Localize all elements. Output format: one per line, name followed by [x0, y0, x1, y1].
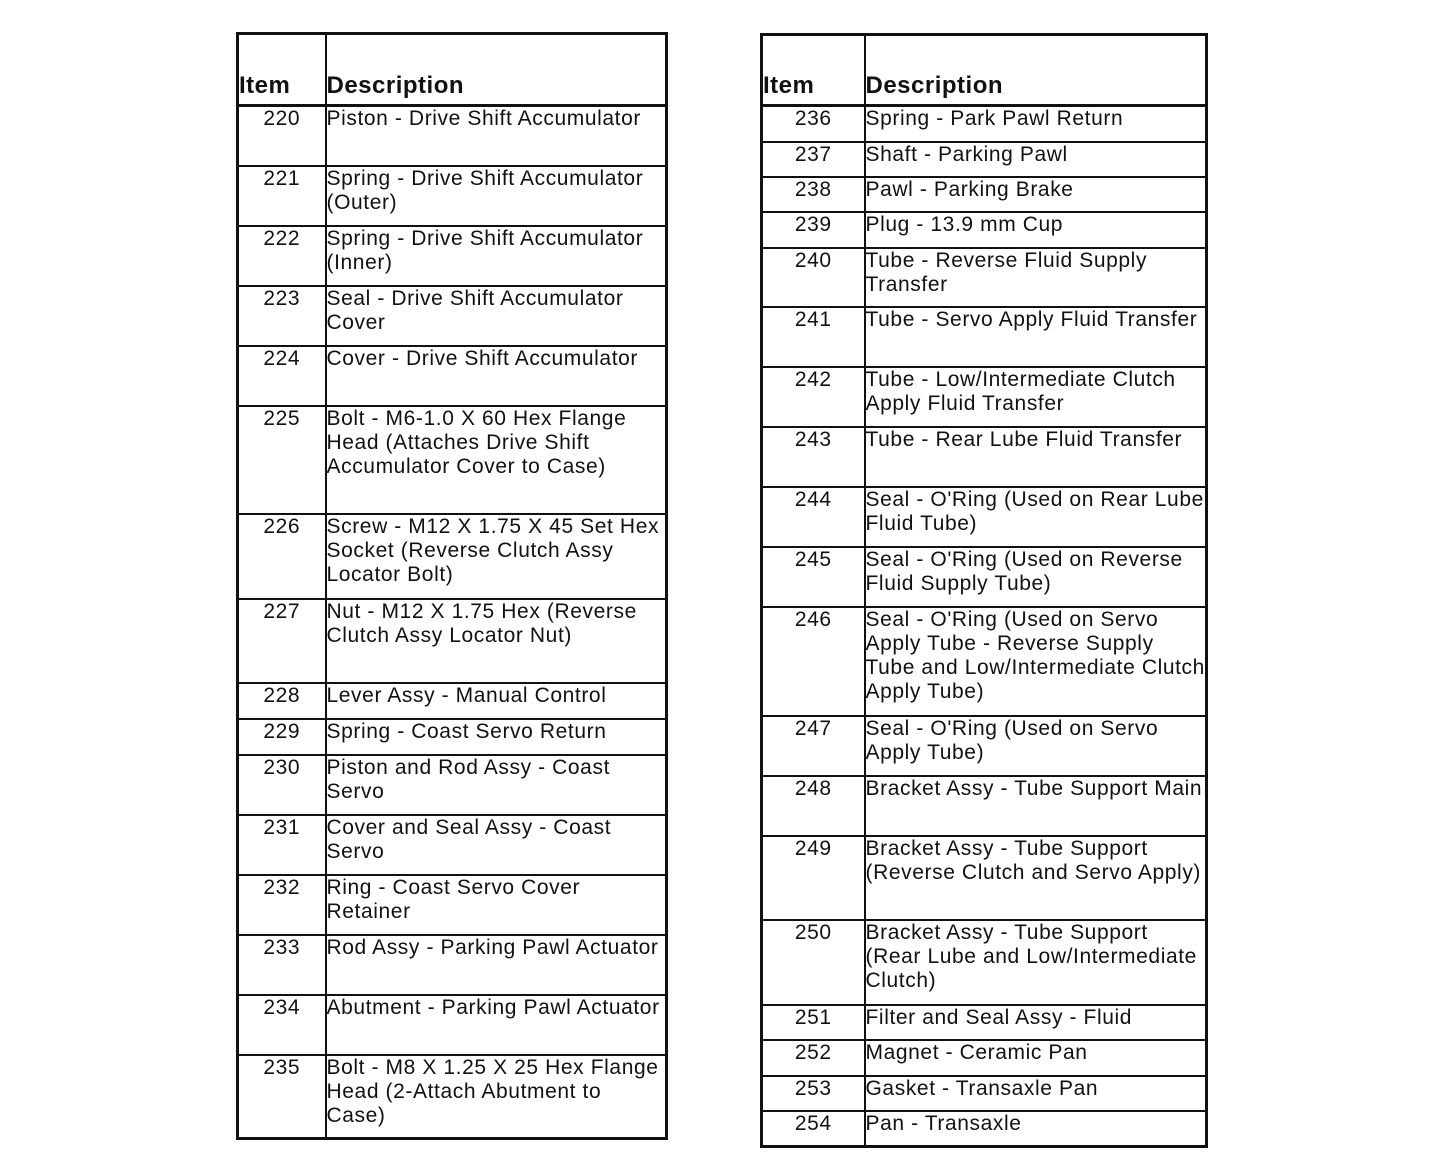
item-description: Nut - M12 X 1.75 Hex (Reverse Clutch Assy Locator Nut) [326, 599, 667, 683]
item-number: 221 [238, 166, 326, 226]
item-number: 222 [238, 226, 326, 286]
item-description: Tube - Reverse Fluid Supply Transfer [865, 248, 1207, 307]
item-description: Abutment - Parking Pawl Actuator [326, 995, 667, 1055]
item-number: 251 [762, 1005, 865, 1040]
item-description: Cover - Drive Shift Accumulator [326, 346, 667, 406]
table-row [238, 166, 667, 226]
parts-table-right [760, 33, 1208, 1148]
item-number: 234 [238, 995, 326, 1055]
item-description: Filter and Seal Assy - Fluid [865, 1005, 1207, 1040]
item-description: Bracket Assy - Tube Support (Rear Lube and Low/Intermediate Clutch) [865, 920, 1207, 1005]
item-number: 228 [238, 683, 326, 719]
item-description: Bolt - M8 X 1.25 X 25 Hex Flange Head (2-Attach Abutment to Case) [326, 1055, 667, 1139]
item-number: 231 [238, 815, 326, 875]
item-number: 253 [762, 1076, 865, 1111]
item-number: 233 [238, 935, 326, 995]
item-number: 247 [762, 716, 865, 776]
table-row [762, 1111, 1207, 1147]
table-header-row [762, 35, 1207, 106]
table-row [238, 514, 667, 599]
item-description: Seal - O'Ring (Used on Reverse Fluid Supply Tube) [865, 547, 1207, 607]
parts-table-left [236, 32, 668, 1140]
item-number: 250 [762, 920, 865, 1005]
item-description: Tube - Low/Intermediate Clutch Apply Fluid Transfer [865, 367, 1207, 427]
item-description: Gasket - Transaxle Pan [865, 1076, 1207, 1111]
item-description: Rod Assy - Parking Pawl Actuator [326, 935, 667, 995]
item-number: 223 [238, 286, 326, 346]
table-row [238, 935, 667, 995]
item-description: Spring - Drive Shift Accumulator (Outer) [326, 166, 667, 226]
item-description: Seal - O'Ring (Used on Servo Apply Tube - Reverse Supply Tube and Low/Intermediate Clutch Apply Tube) [865, 607, 1207, 716]
item-description: Plug - 13.9 mm Cup [865, 212, 1207, 248]
item-description: Piston and Rod Assy - Coast Servo [326, 755, 667, 815]
item-number: 230 [238, 755, 326, 815]
item-number: 235 [238, 1055, 326, 1139]
table-row [238, 755, 667, 815]
item-number: 236 [762, 106, 865, 142]
item-description: Pawl - Parking Brake [865, 177, 1207, 212]
item-description: Tube - Servo Apply Fluid Transfer [865, 307, 1207, 367]
table-row [238, 995, 667, 1055]
table-row [762, 1040, 1207, 1076]
item-description: Seal - O'Ring (Used on Servo Apply Tube) [865, 716, 1207, 776]
item-number: 240 [762, 248, 865, 307]
item-number: 239 [762, 212, 865, 248]
table-row [238, 226, 667, 286]
table-row [762, 427, 1207, 487]
item-number: 252 [762, 1040, 865, 1076]
item-number: 226 [238, 514, 326, 599]
item-number: 238 [762, 177, 865, 212]
item-description: Piston - Drive Shift Accumulator [326, 106, 667, 166]
item-description: Bracket Assy - Tube Support (Reverse Clutch and Servo Apply) [865, 836, 1207, 920]
item-number: 246 [762, 607, 865, 716]
table-row [762, 142, 1207, 177]
table-row [238, 719, 667, 755]
item-number: 241 [762, 307, 865, 367]
table-row [238, 106, 667, 166]
item-number: 237 [762, 142, 865, 177]
table-row [762, 1076, 1207, 1111]
item-number: 249 [762, 836, 865, 920]
item-number: 244 [762, 487, 865, 547]
table-row [238, 683, 667, 719]
table-row [762, 836, 1207, 920]
table-row [762, 920, 1207, 1005]
item-number: 229 [238, 719, 326, 755]
item-number: 254 [762, 1111, 865, 1147]
item-description: Pan - Transaxle [865, 1111, 1207, 1147]
table-row [238, 286, 667, 346]
column-header-item: Item [762, 35, 865, 106]
item-description: Ring - Coast Servo Cover Retainer [326, 875, 667, 935]
table-row [762, 607, 1207, 716]
table-row [762, 716, 1207, 776]
item-number: 225 [238, 406, 326, 514]
table-row [238, 815, 667, 875]
table-row [762, 177, 1207, 212]
table-row [762, 1005, 1207, 1040]
table-row [238, 1055, 667, 1139]
item-description: Seal - O'Ring (Used on Rear Lube Fluid Tube) [865, 487, 1207, 547]
item-number: 220 [238, 106, 326, 166]
table-row [762, 212, 1207, 248]
item-description: Bracket Assy - Tube Support Main [865, 776, 1207, 836]
item-description: Spring - Drive Shift Accumulator (Inner) [326, 226, 667, 286]
table-row [762, 367, 1207, 427]
item-description: Shaft - Parking Pawl [865, 142, 1207, 177]
item-description: Magnet - Ceramic Pan [865, 1040, 1207, 1076]
table-row [238, 875, 667, 935]
table-row [762, 106, 1207, 142]
table-row [762, 776, 1207, 836]
table-header-row [238, 34, 667, 106]
item-number: 243 [762, 427, 865, 487]
item-number: 242 [762, 367, 865, 427]
item-number: 248 [762, 776, 865, 836]
item-number: 227 [238, 599, 326, 683]
item-description: Seal - Drive Shift Accumulator Cover [326, 286, 667, 346]
table-row [762, 487, 1207, 547]
column-header-description: Description [326, 34, 667, 106]
table-row [238, 346, 667, 406]
table-row [762, 547, 1207, 607]
item-description: Bolt - M6-1.0 X 60 Hex Flange Head (Attaches Drive Shift Accumulator Cover to Case) [326, 406, 667, 514]
column-header-item: Item [238, 34, 326, 106]
item-description: Spring - Park Pawl Return [865, 106, 1207, 142]
item-description: Screw - M12 X 1.75 X 45 Set Hex Socket (Reverse Clutch Assy Locator Bolt) [326, 514, 667, 599]
item-description: Tube - Rear Lube Fluid Transfer [865, 427, 1207, 487]
item-number: 224 [238, 346, 326, 406]
item-number: 245 [762, 547, 865, 607]
item-description: Spring - Coast Servo Return [326, 719, 667, 755]
table-row [762, 248, 1207, 307]
item-description: Lever Assy - Manual Control [326, 683, 667, 719]
item-description: Cover and Seal Assy - Coast Servo [326, 815, 667, 875]
column-header-description: Description [865, 35, 1207, 106]
table-row [762, 307, 1207, 367]
table-row [238, 599, 667, 683]
item-number: 232 [238, 875, 326, 935]
table-row [238, 406, 667, 514]
